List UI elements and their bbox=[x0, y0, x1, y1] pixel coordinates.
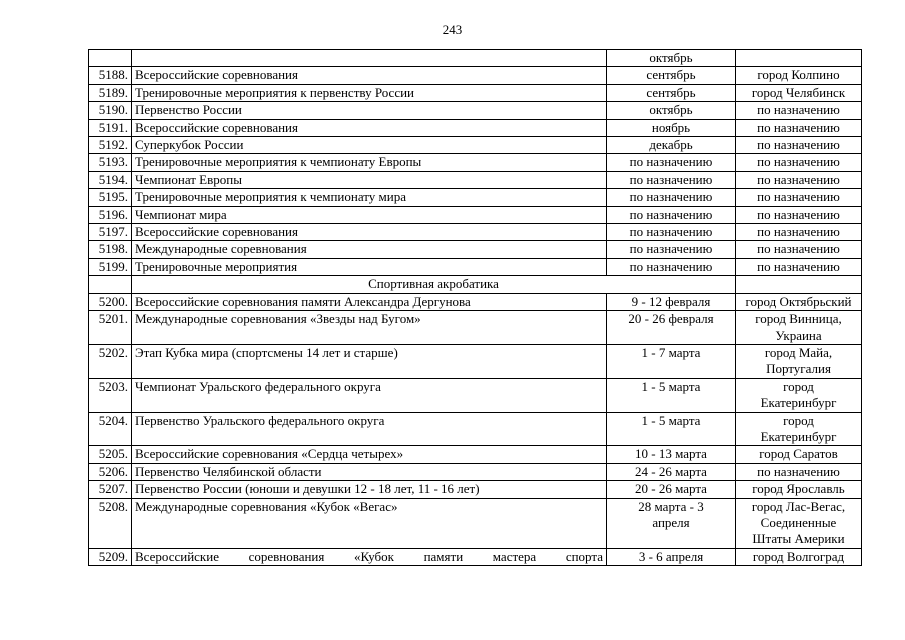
event-date bbox=[607, 498, 736, 548]
event-date: 9 - 12 февраля bbox=[607, 293, 736, 310]
row-number: 5202. bbox=[89, 344, 132, 378]
event-place: по назначению bbox=[736, 206, 862, 223]
event-name: Суперкубок России bbox=[132, 137, 607, 154]
event-place bbox=[736, 311, 862, 345]
table-row bbox=[89, 119, 862, 136]
table-row bbox=[89, 189, 862, 206]
place-line: город Майа, bbox=[764, 344, 833, 360]
table-row bbox=[89, 84, 862, 101]
place-line: город Винница, bbox=[755, 311, 842, 327]
table-row bbox=[89, 154, 862, 171]
event-name: Всероссийские соревнования «Сердца четырех» bbox=[132, 446, 607, 463]
event-date: 20 - 26 марта bbox=[607, 481, 736, 498]
table-row bbox=[89, 463, 862, 480]
row-number: 5207. bbox=[89, 481, 132, 498]
event-name: Всероссийские соревнования bbox=[132, 119, 607, 136]
row-number: 5208. bbox=[89, 498, 132, 548]
event-place: по назначению bbox=[736, 171, 862, 188]
row-number: 5195. bbox=[89, 189, 132, 206]
event-name bbox=[132, 50, 607, 67]
event-date: по назначению bbox=[607, 154, 736, 171]
event-place: город Челябинск bbox=[736, 84, 862, 101]
event-name: Первенство России bbox=[132, 102, 607, 119]
event-place bbox=[736, 498, 862, 548]
date-line: апреля bbox=[652, 514, 690, 530]
table-row bbox=[89, 293, 862, 310]
event-name: Тренировочные мероприятия к чемпионату Европы bbox=[132, 154, 607, 171]
event-date: сентябрь bbox=[607, 84, 736, 101]
place-line: Украина bbox=[775, 327, 822, 343]
event-name: Тренировочные мероприятия bbox=[132, 258, 607, 275]
event-name: Чемпионат мира bbox=[132, 206, 607, 223]
event-place: по назначению bbox=[736, 258, 862, 275]
place-line: Португалия bbox=[766, 361, 831, 377]
event-date: 1 - 7 марта bbox=[607, 344, 736, 378]
table-row bbox=[89, 206, 862, 223]
event-date: по назначению bbox=[607, 241, 736, 258]
table-row bbox=[89, 258, 862, 275]
event-name: Международные соревнования «Звезды над Бугом» bbox=[132, 311, 607, 345]
event-place bbox=[736, 293, 862, 310]
event-date: ноябрь bbox=[607, 119, 736, 136]
table-row bbox=[89, 171, 862, 188]
table-row bbox=[89, 241, 862, 258]
event-date: по назначению bbox=[607, 206, 736, 223]
event-place bbox=[736, 50, 862, 67]
event-name: Всероссийские соревнования памяти Александра Дергунова bbox=[132, 293, 607, 310]
event-name: Международные соревнования bbox=[132, 241, 607, 258]
row-number: 5203. bbox=[89, 378, 132, 412]
event-place bbox=[736, 481, 862, 498]
row-number: 5198. bbox=[89, 241, 132, 258]
section-title: Спортивная акробатика bbox=[368, 276, 499, 292]
event-date: 1 - 5 марта bbox=[607, 378, 736, 412]
event-date: 3 - 6 апреля bbox=[607, 548, 736, 565]
event-place bbox=[736, 463, 862, 480]
table-row bbox=[89, 548, 862, 565]
section-place-cell bbox=[736, 276, 862, 293]
event-date: по назначению bbox=[607, 189, 736, 206]
event-name: Всероссийские соревнования bbox=[132, 67, 607, 84]
event-place: по назначению bbox=[736, 241, 862, 258]
event-name: Первенство Челябинской области bbox=[132, 463, 607, 480]
place-line: Штаты Америки bbox=[752, 531, 845, 547]
row-number bbox=[89, 50, 132, 67]
event-name: Международные соревнования «Кубок «Вегас» bbox=[132, 498, 607, 548]
table-row bbox=[89, 67, 862, 84]
row-number: 5189. bbox=[89, 84, 132, 101]
row-number: 5193. bbox=[89, 154, 132, 171]
row-number: 5197. bbox=[89, 224, 132, 241]
event-place bbox=[736, 344, 862, 378]
page-number: 243 bbox=[442, 22, 463, 37]
place-line: по назначению bbox=[757, 463, 840, 479]
row-number: 5188. bbox=[89, 67, 132, 84]
event-place: по назначению bbox=[736, 119, 862, 136]
row-number: 5196. bbox=[89, 206, 132, 223]
event-place: по назначению bbox=[736, 224, 862, 241]
place-line: город Саратов bbox=[759, 446, 838, 462]
event-place: город Колпино bbox=[736, 67, 862, 84]
table-row bbox=[89, 446, 862, 463]
place-line: город Октябрьский bbox=[745, 293, 852, 309]
events-table-body bbox=[89, 50, 862, 566]
row-number: 5199. bbox=[89, 258, 132, 275]
event-place: по назначению bbox=[736, 154, 862, 171]
row-number: 5209. bbox=[89, 548, 132, 565]
table-row bbox=[89, 344, 862, 378]
event-place bbox=[736, 378, 862, 412]
row-number: 5204. bbox=[89, 412, 132, 446]
place-line: город bbox=[783, 378, 814, 394]
event-date: октябрь bbox=[607, 102, 736, 119]
table-row bbox=[89, 137, 862, 154]
event-date: декабрь bbox=[607, 137, 736, 154]
events-table bbox=[88, 49, 862, 566]
row-number: 5194. bbox=[89, 171, 132, 188]
event-date: 20 - 26 февраля bbox=[607, 311, 736, 345]
event-date: 10 - 13 марта bbox=[607, 446, 736, 463]
table-row bbox=[89, 224, 862, 241]
table-row bbox=[89, 102, 862, 119]
section-number-cell bbox=[89, 276, 132, 293]
place-line: город bbox=[783, 412, 814, 428]
table-row bbox=[89, 481, 862, 498]
event-name: Всероссийские соревнования bbox=[132, 224, 607, 241]
place-line: Соединенные bbox=[760, 514, 837, 530]
event-date: сентябрь bbox=[607, 67, 736, 84]
event-place bbox=[736, 412, 862, 446]
event-name: Тренировочные мероприятия к чемпионату мира bbox=[132, 189, 607, 206]
event-date: по назначению bbox=[607, 171, 736, 188]
row-number: 5206. bbox=[89, 463, 132, 480]
event-name: Тренировочные мероприятия к первенству России bbox=[132, 84, 607, 101]
section-header-row bbox=[89, 276, 862, 293]
event-name: Чемпионат Европы bbox=[132, 171, 607, 188]
event-name: Первенство России (юноши и девушки 12 - 18 лет, 11 - 16 лет) bbox=[132, 481, 607, 498]
event-date: по назначению bbox=[607, 258, 736, 275]
table-row bbox=[89, 412, 862, 446]
event-name: Этап Кубка мира (спортсмены 14 лет и старше) bbox=[132, 344, 607, 378]
table-row bbox=[89, 498, 862, 548]
row-number: 5192. bbox=[89, 137, 132, 154]
event-place bbox=[736, 446, 862, 463]
event-place: по назначению bbox=[736, 189, 862, 206]
event-name: Всероссийские соревнования «Кубок памяти мастера спорта bbox=[132, 548, 607, 565]
section-title-cell bbox=[132, 276, 736, 293]
event-date: октябрь bbox=[607, 50, 736, 67]
place-line: город Лас-Вегас, bbox=[751, 498, 846, 514]
table-row bbox=[89, 378, 862, 412]
event-date: 1 - 5 марта bbox=[607, 412, 736, 446]
table-row bbox=[89, 311, 862, 345]
table-row bbox=[89, 50, 862, 67]
event-place: город Волгоград bbox=[736, 548, 862, 565]
row-number: 5191. bbox=[89, 119, 132, 136]
event-place: по назначению bbox=[736, 102, 862, 119]
place-line: Екатеринбург bbox=[760, 428, 837, 444]
date-line: 28 марта - 3 bbox=[638, 498, 704, 514]
event-name: Чемпионат Уральского федерального округа bbox=[132, 378, 607, 412]
row-number: 5200. bbox=[89, 293, 132, 310]
row-number: 5205. bbox=[89, 446, 132, 463]
place-line: город Ярославль bbox=[752, 481, 845, 497]
event-date: по назначению bbox=[607, 224, 736, 241]
row-number: 5190. bbox=[89, 102, 132, 119]
place-line: Екатеринбург bbox=[760, 395, 837, 411]
event-place: по назначению bbox=[736, 137, 862, 154]
event-date: 24 - 26 марта bbox=[607, 463, 736, 480]
row-number: 5201. bbox=[89, 311, 132, 345]
event-name: Первенство Уральского федерального округа bbox=[132, 412, 607, 446]
